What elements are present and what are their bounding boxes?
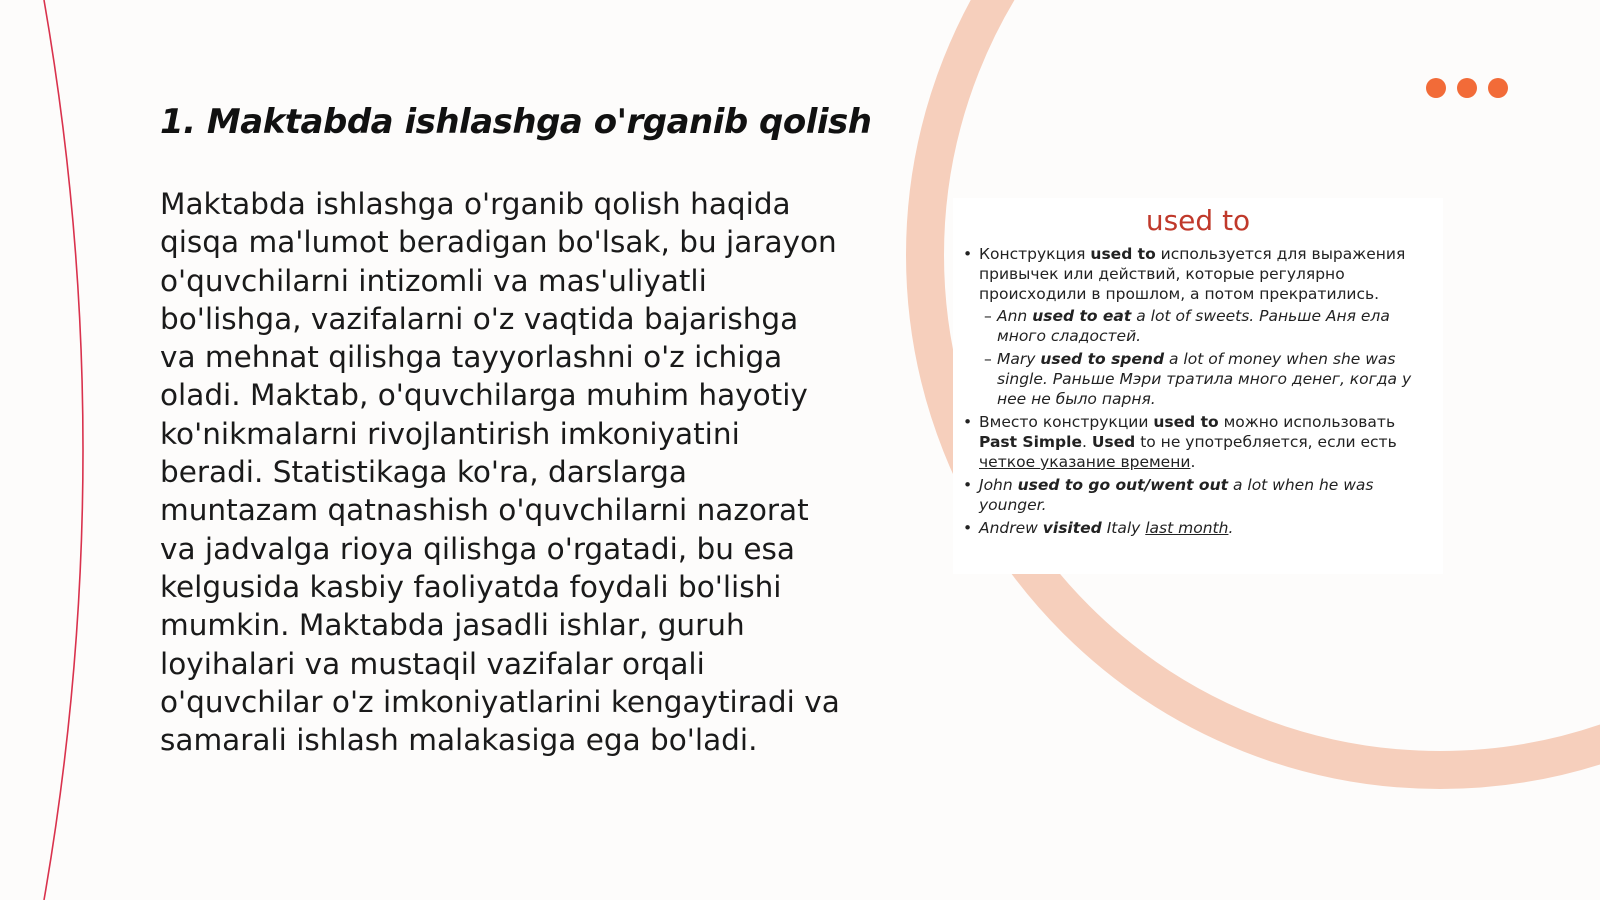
example-text: Ann [997,307,1033,325]
bullet-bold: used to [1153,413,1219,431]
bullet-bold: Past Simple [979,433,1082,451]
bullet-text: Вместо конструкции [979,413,1154,431]
dot-icon [1457,78,1477,98]
slide-title: used to [1145,204,1251,237]
bullet-text: to не употребляется, если есть [1135,433,1397,451]
dot-icon [1426,78,1446,98]
left-edge-curve [44,0,83,900]
bullet-bold: visited [1042,519,1102,537]
bullet-item [961,412,1431,472]
bullet-text: . [1190,453,1196,471]
more-dots-icon[interactable] [1426,78,1508,98]
example-text: Mary [997,350,1041,368]
bullet-bold: used to go out/went out [1017,476,1229,494]
bullet-item [961,475,1431,515]
dot-icon [1488,78,1508,98]
bullet-text: Italy [1101,519,1146,537]
bullet-underline: четкое указание времени [979,453,1191,471]
example-bold: used to spend [1040,350,1165,368]
bullet-underline: last month [1145,519,1229,537]
bullet-text: . [1228,519,1234,537]
example-text: a lot of sweets. Раньше Аня ела много сладостей. [997,307,1390,345]
bullet-item [961,244,1431,409]
bullet-text: используется для выражения привычек или действий, которые регулярно происходили в прошлом, а потом прекратились. [979,245,1406,303]
bullet-bold: Used [1091,433,1136,451]
sub-list [979,306,1431,409]
bullet-item [961,518,1431,538]
page-title: 1. Maktabda ishlashga o'rganib qolish [160,102,872,142]
embedded-slide [953,198,1443,574]
example-item [979,349,1431,409]
bullet-text: . [1081,433,1092,451]
slide-bullet-list [961,244,1431,541]
bullet-text: John [979,476,1018,494]
bullet-text: Конструкция [979,245,1091,263]
example-item [979,306,1431,346]
example-bold: used to eat [1032,307,1132,325]
bullet-text: a lot when he was younger. [979,476,1374,514]
bullet-text: Andrew [979,519,1043,537]
example-text: a lot of money when she was single. Раньше Мэри тратила много денег, когда у нее не было парня. [997,350,1412,408]
bullet-bold: used to [1090,245,1156,263]
body-paragraph: Maktabda ishlashga o'rganib qolish haqida qisqa ma'lumot beradigan bo'lsak, bu jarayon o'quvchilarni intizomli va mas'uliyatli bo'lishga, vazifalarni o'z vaqtida bajarishga va mehnat qilishga tayyorlashni o'z ichiga oladi. Maktab, o'quvchilarga muhim hayotiy ko'nikmalarni rivojlantirish imkoniyatini beradi. Statistikaga ko'ra, darslarga muntazam qatnashish o'quvchilarni nazorat va jadvalga rioya qilishga o'rgatadi, bu esa kelgusida kasbiy faoliyatda foydali bo'lishi mumkin. Maktabda jasadli ishlar, guruh loyihalari va mustaqil vazifalar orqali o'quvchilar o'z imkoniyatlarini kengaytiradi va samarali ishlash malakasiga ega bo'ladi. [160,187,840,758]
bullet-text: можно использовать [1218,413,1396,431]
